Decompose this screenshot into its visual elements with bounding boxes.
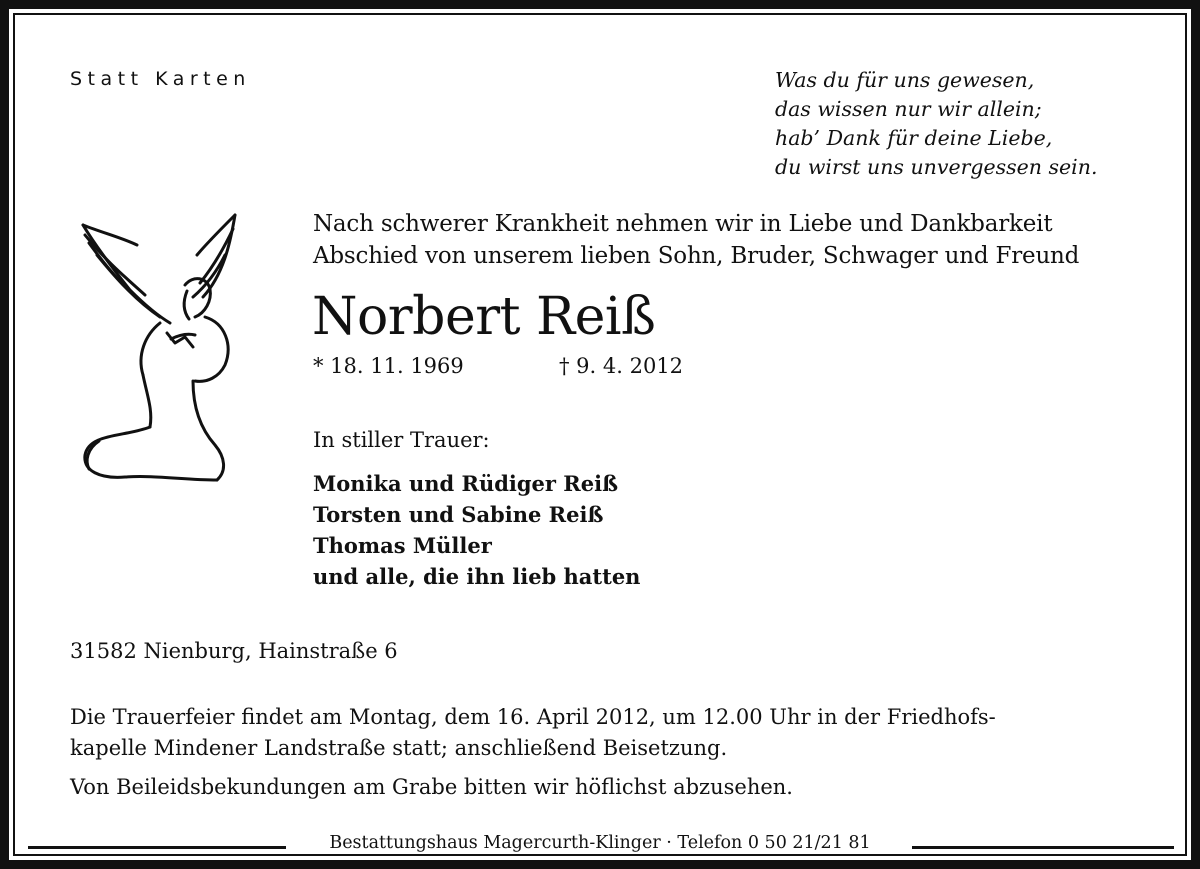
intro-text (313, 208, 1079, 272)
mourner-name: Torsten und Sabine Reiß (313, 502, 604, 527)
mourner-name: und alle, die ihn lieb hatten (313, 564, 641, 589)
poem-line: hab’ Dank für deine Liebe, (775, 126, 1053, 150)
intro-line: Nach schwerer Krankheit nehmen wir in Liebe und Dankbarkeit (313, 211, 1053, 237)
address: 31582 Nienburg, Hainstraße 6 (70, 639, 398, 663)
funeral-home-footer: Bestattungshaus Magercurth-Klinger · Telefon 0 50 21/21 81 (290, 833, 910, 853)
deceased-name: Norbert Reiß (312, 287, 656, 347)
intro-line: Abschied von unserem lieben Sohn, Bruder, Schwager und Freund (313, 243, 1080, 269)
statt-karten-label: Statt Karten (70, 68, 251, 90)
service-line: Die Trauerfeier findet am Montag, dem 16. April 2012, um 12.00 Uhr in der Friedhofs- (70, 705, 996, 729)
poem-line: Was du für uns gewesen, (775, 68, 1035, 92)
mourner-name: Monika und Rüdiger Reiß (313, 471, 619, 496)
angel-icon (75, 205, 250, 495)
service-info (70, 702, 996, 764)
poem (775, 66, 1097, 182)
mourner-list (313, 468, 640, 592)
poem-line: du wirst uns unvergessen sein. (775, 155, 1098, 179)
life-dates (313, 354, 684, 378)
mourning-label: In stiller Trauer: (313, 428, 490, 452)
footer-rule-left (28, 846, 286, 849)
death-date: † 9. 4. 2012 (559, 354, 684, 378)
mourner-name: Thomas Müller (313, 533, 492, 558)
service-line: kapelle Mindener Landstraße statt; anschließend Beisetzung. (70, 736, 728, 760)
footer-rule-right (912, 846, 1174, 849)
poem-line: das wissen nur wir allein; (775, 97, 1042, 121)
birth-date: * 18. 11. 1969 (313, 354, 464, 378)
condolence-note: Von Beileidsbekundungen am Grabe bitten wir höflichst abzusehen. (70, 775, 793, 799)
